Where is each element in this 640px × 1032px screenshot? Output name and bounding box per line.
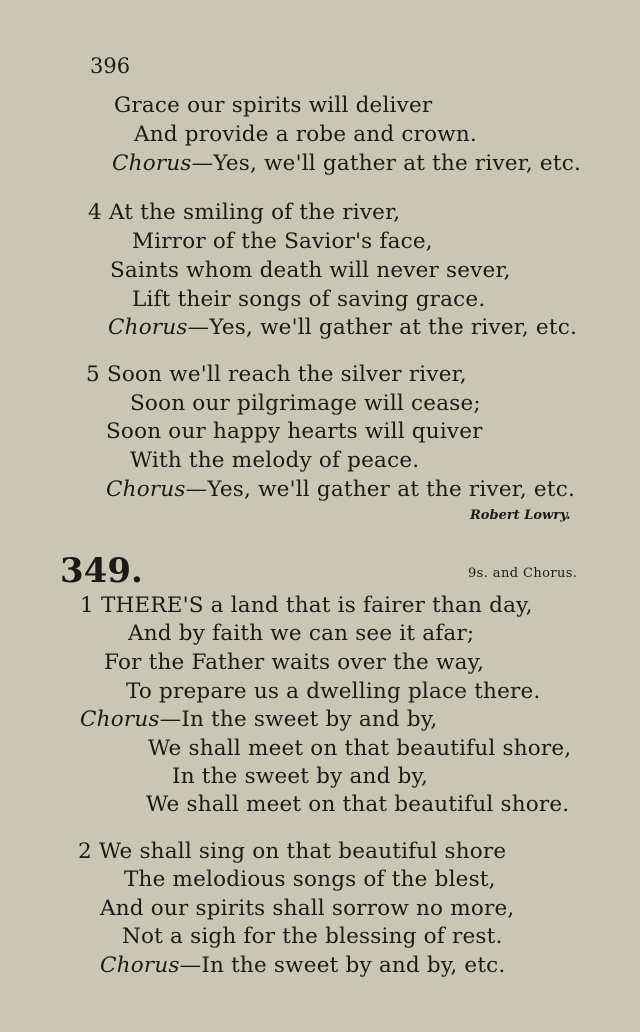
chorus-line	[108, 316, 577, 340]
chorus-line	[100, 954, 505, 978]
verse-line: To prepare us a dwelling place there.	[126, 679, 541, 704]
verse-number: 5	[86, 362, 100, 387]
verse-line: Soon our pilgrimage will cease;	[130, 391, 481, 416]
verse-line: With the melody of peace.	[130, 448, 420, 473]
chorus-text: Yes, we'll gather at the river, etc.	[207, 477, 575, 502]
chorus-label: Chorus—	[112, 151, 214, 176]
verse-line: In the sweet by and by,	[172, 764, 429, 789]
hymn-meter: 9s. and Chorus.	[468, 566, 578, 581]
verse-line: And provide a robe and crown.	[134, 122, 477, 147]
verse-number: 1	[80, 593, 94, 618]
chorus-text: Yes, we'll gather at the river, etc.	[213, 151, 581, 176]
verse-line	[80, 594, 533, 618]
verse-line: For the Father waits over the way,	[104, 650, 485, 675]
verse-line	[88, 201, 400, 225]
chorus-line	[80, 708, 437, 732]
verse-text: THERE'S a land that is fairer than day,	[100, 593, 533, 618]
chorus-label: Chorus—	[80, 707, 182, 732]
verse-line: Not a sigh for the blessing of rest.	[122, 924, 503, 949]
verse-line: And our spirits shall sorrow no more,	[100, 896, 515, 921]
chorus-label: Chorus—	[100, 953, 202, 978]
verse-number: 2	[78, 839, 92, 864]
hymn-number: 349.	[60, 551, 143, 591]
page-number: 396	[90, 54, 131, 78]
chorus-text: In the sweet by and by,	[181, 707, 438, 732]
chorus-line	[112, 152, 581, 176]
chorus-text: In the sweet by and by, etc.	[201, 953, 506, 978]
verse-text: Soon we'll reach the silver river,	[106, 362, 467, 387]
author-credit: Robert Lowry.	[470, 508, 571, 523]
chorus-text: Yes, we'll gather at the river, etc.	[209, 315, 577, 340]
verse-line: Grace our spirits will deliver	[114, 93, 433, 118]
verse-line	[78, 840, 506, 864]
verse-text: We shall sing on that beautiful shore	[98, 839, 507, 864]
verse-number: 4	[88, 200, 102, 225]
verse-line: We shall meet on that beautiful shore,	[148, 736, 572, 761]
chorus-label: Chorus—	[106, 477, 208, 502]
verse-line: And by faith we can see it afar;	[128, 621, 475, 646]
chorus-line	[106, 478, 575, 502]
verse-line: Lift their songs of saving grace.	[132, 287, 486, 312]
verse-text: At the smiling of the river,	[108, 200, 401, 225]
verse-line: Mirror of the Savior's face,	[132, 229, 433, 254]
verse-line: Saints whom death will never sever,	[110, 258, 511, 283]
verse-line: We shall meet on that beautiful shore.	[146, 792, 570, 817]
verse-line: The melodious songs of the blest,	[124, 867, 496, 892]
verse-line	[86, 363, 467, 387]
chorus-label: Chorus—	[108, 315, 210, 340]
verse-line: Soon our happy hearts will quiver	[106, 419, 483, 444]
